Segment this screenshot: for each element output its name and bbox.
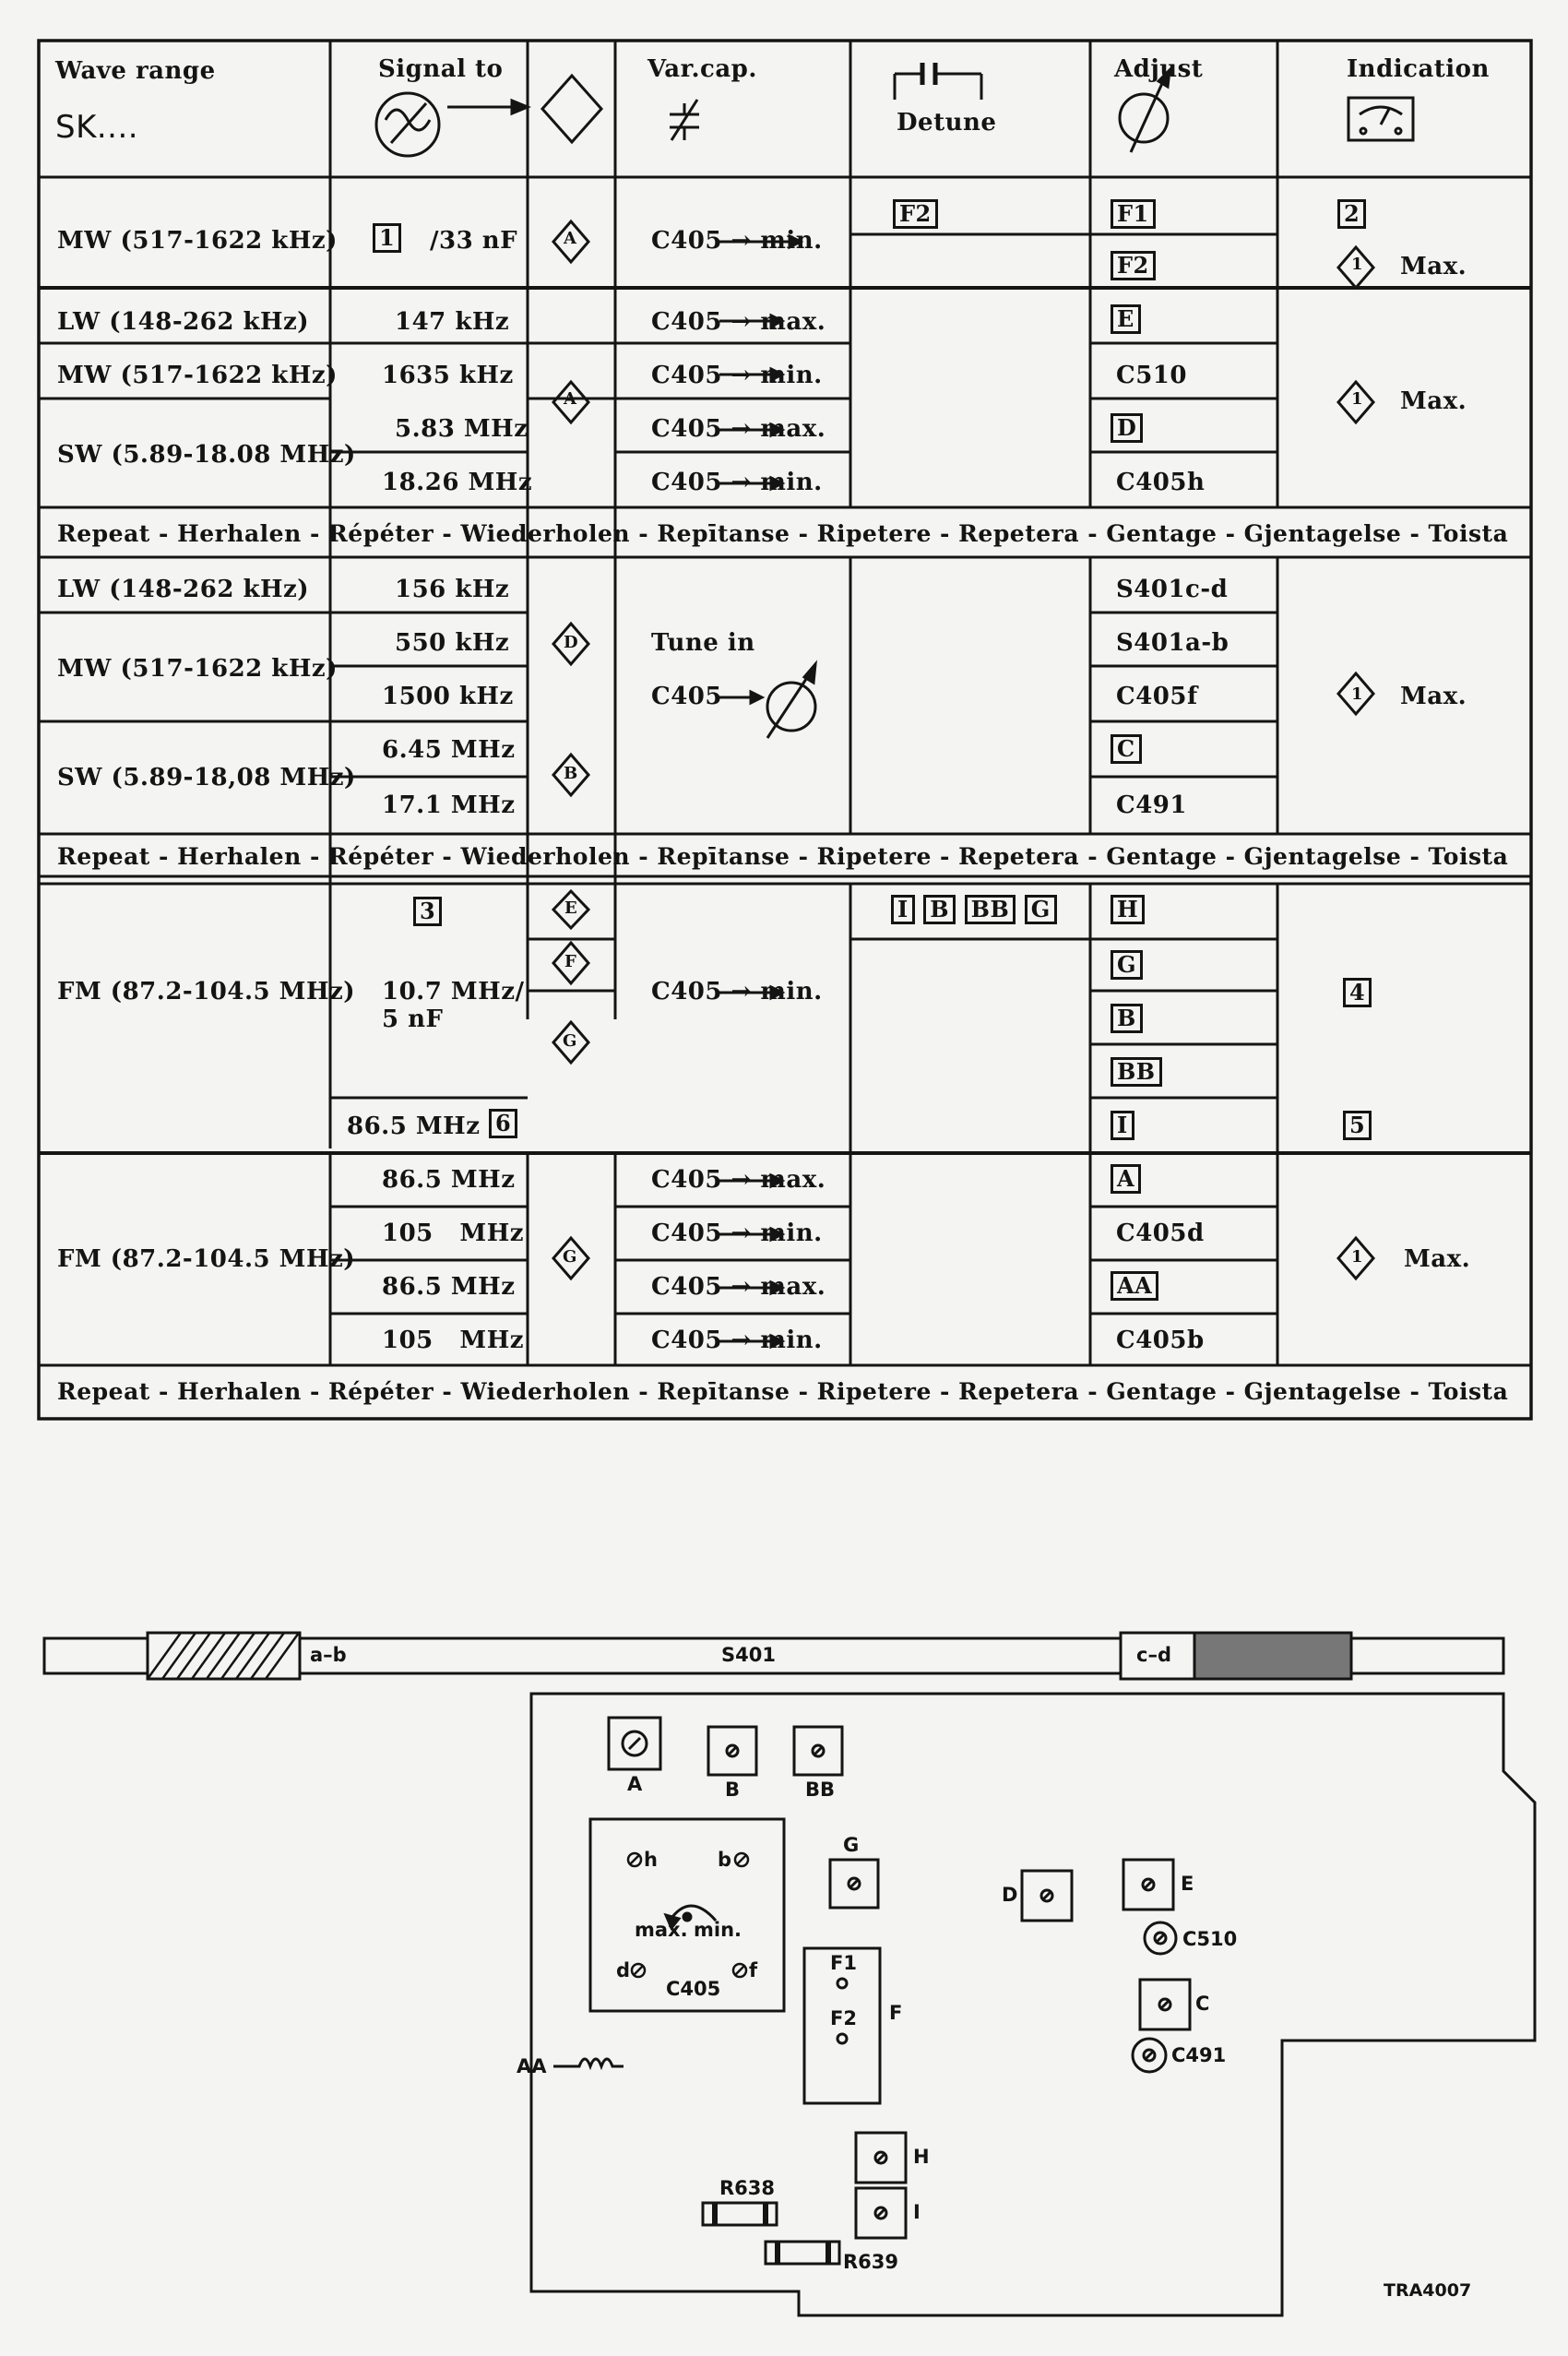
s3-tune-in: Tune in: [651, 629, 755, 657]
s4-adjust-3: BB: [1111, 1057, 1162, 1087]
s1-detune: F2: [893, 199, 938, 229]
s2-adjust-1: C510: [1116, 362, 1187, 389]
label-C510: C510: [1182, 1928, 1238, 1950]
label-f: f: [749, 1959, 758, 1981]
s1-cap: /33 nF: [430, 227, 518, 255]
label-AA: AA: [517, 2055, 547, 2077]
label-F: F: [889, 2002, 903, 2024]
s4-detune-1: B: [923, 895, 956, 924]
s4-varcap: C405 → min.: [651, 978, 823, 1005]
label-d: d: [616, 1959, 631, 1981]
s4-box3: 3: [413, 897, 442, 926]
repeat-3: Repeat - Herhalen - Répéter - Wiederholen - Repītanse - Ripetere - Repetera - Gentage - Gjentagelse - Toista: [57, 1378, 1509, 1405]
s1-ind-box: 2: [1337, 199, 1366, 229]
s3-adjust-2: C405f: [1116, 683, 1198, 710]
s5-signal-1: 105 MHz: [382, 1220, 525, 1247]
s4-box6: 6: [489, 1109, 517, 1138]
s3-adjust-1: S401a-b: [1116, 629, 1229, 657]
s2-adjust-2: D: [1111, 413, 1143, 443]
s3-signal-0: 156 kHz: [395, 576, 510, 603]
sk-model: SK....: [55, 109, 139, 146]
s5-signal-2: 86.5 MHz: [382, 1273, 516, 1301]
s5-signal-3: 105 MHz: [382, 1327, 525, 1354]
s2-ind-one: 1: [1351, 389, 1364, 409]
label-H: H: [913, 2146, 930, 2168]
s4-signal2: 5 nF: [382, 1005, 444, 1033]
s4-adjust-0: H: [1111, 895, 1145, 924]
s2-varcap-3: C405 → min.: [651, 469, 823, 496]
s3-c405: C405: [651, 683, 722, 710]
label-C405: C405: [666, 1978, 721, 2000]
s5-signal-0: 86.5 MHz: [382, 1166, 516, 1194]
label-C: C: [1195, 1993, 1210, 2015]
s3-signal-2: 1500 kHz: [382, 683, 514, 710]
s1-max: Max.: [1400, 253, 1467, 280]
s2-signal-1: 1635 kHz: [382, 362, 514, 389]
label-F1: F1: [830, 1952, 857, 1974]
s1-box1: 1: [373, 223, 401, 253]
s4-adjust-2: B: [1111, 1004, 1143, 1033]
meter-icon: [1348, 98, 1413, 140]
s2-range-sw: SW (5.89-18.08 MHz): [57, 441, 356, 469]
s3-point-b: B: [564, 764, 578, 783]
s5-max: Max.: [1404, 1245, 1471, 1273]
s2-varcap-0: C405 → max.: [651, 308, 826, 336]
s2-varcap-2: C405 → max.: [651, 415, 826, 443]
label-BB: BB: [805, 1779, 836, 1801]
s4-signal: 10.7 MHz/: [382, 978, 525, 1005]
s1-point: A: [564, 229, 577, 248]
s4-point-e: E: [564, 898, 578, 918]
label-max: max.: [635, 1919, 688, 1941]
s3-lw: LW (148-262 kHz): [57, 576, 310, 603]
variable-capacitor-icon: [670, 100, 699, 140]
s5-adjust-1: C405d: [1116, 1220, 1205, 1247]
s5-point: G: [563, 1247, 577, 1267]
s2-adjust-0: E: [1111, 304, 1141, 334]
s1-range: MW (517-1622 kHz): [57, 227, 338, 255]
s4-adjust-1: G: [1111, 950, 1143, 980]
label-R639: R639: [843, 2251, 899, 2273]
label-B: B: [725, 1779, 741, 1801]
label-R638: R638: [719, 2177, 776, 2199]
s5-varcap-3: C405 → min.: [651, 1327, 823, 1354]
label-cd: c–d: [1136, 1644, 1171, 1666]
s5-adjust-2: AA: [1111, 1271, 1158, 1301]
s2-signal-0: 147 kHz: [395, 308, 510, 336]
s3-max: Max.: [1400, 683, 1467, 710]
label-b: b: [718, 1849, 732, 1871]
s5-adjust-3: C405b: [1116, 1327, 1205, 1354]
wave-range-header: Wave range: [55, 57, 216, 85]
detune-icon: [895, 63, 981, 100]
label-min: min.: [694, 1919, 742, 1941]
s3-signal-1: 550 kHz: [395, 629, 510, 657]
s3-ind-one: 1: [1351, 684, 1364, 704]
label-h: h: [644, 1849, 658, 1871]
signal-to-header: Signal to: [378, 55, 504, 83]
s1-varcap: C405 → min.: [651, 227, 823, 255]
s2-varcap-1: C405 → min.: [651, 362, 823, 389]
s4-detune-3: G: [1025, 895, 1057, 924]
label-F2: F2: [830, 2007, 857, 2029]
measuring-point-icon: [542, 76, 601, 142]
s1-adj1: F1: [1111, 199, 1156, 229]
s2-max: Max.: [1400, 387, 1467, 415]
s4-point-f: F: [564, 952, 577, 971]
s2-adjust-3: C405h: [1116, 469, 1206, 496]
s2-range-lw: LW (148-262 kHz): [57, 308, 310, 336]
label-ab: a–b: [310, 1644, 347, 1666]
s2-range-mw: MW (517-1622 kHz): [57, 362, 338, 389]
s4-ind4: 4: [1343, 978, 1372, 1007]
s5-ind-one: 1: [1351, 1247, 1364, 1267]
s3-adjust-4: C491: [1116, 791, 1187, 819]
s3-sw: SW (5.89-18,08 MHz): [57, 764, 356, 791]
s2-signal-3: 18.26 MHz: [382, 469, 533, 496]
label-I: I: [913, 2201, 921, 2223]
signal-generator-icon: [376, 93, 528, 156]
label-D: D: [1002, 1884, 1018, 1906]
repeat-2: Repeat - Herhalen - Répéter - Wiederholen - Repītanse - Ripetere - Repetera - Gentage - Gjentagelse - Toista: [57, 843, 1509, 870]
var-cap-header: Var.cap.: [647, 55, 757, 83]
s5-adjust-0: A: [1111, 1164, 1141, 1194]
s5-range: FM (87.2-104.5 MHz): [57, 1245, 356, 1273]
s4-detune-2: BB: [965, 895, 1016, 924]
s1-ind-one: 1: [1351, 255, 1364, 274]
label-C491: C491: [1171, 2044, 1227, 2066]
s1-adj2: F2: [1111, 251, 1156, 280]
s5-varcap-2: C405 → max.: [651, 1273, 826, 1301]
label-s401: S401: [721, 1644, 776, 1666]
s3-point-d: D: [564, 633, 579, 652]
s5-varcap-1: C405 → min.: [651, 1220, 823, 1247]
drawing-reference: TRA4007: [1384, 2280, 1472, 2301]
label-E: E: [1181, 1873, 1194, 1895]
s3-adjust-3: C: [1111, 734, 1142, 764]
indication-header: Indication: [1347, 55, 1490, 83]
s4-adjust-4: I: [1111, 1111, 1134, 1140]
s3-mw: MW (517-1622 kHz): [57, 655, 338, 683]
s4-range: FM (87.2-104.5 MHz): [57, 978, 356, 1005]
label-A: A: [627, 1773, 643, 1795]
repeat-1: Repeat - Herhalen - Répéter - Wiederholen - Repītanse - Ripetere - Repetera - Gentage - Gjentagelse - Toista: [57, 520, 1509, 547]
s4-ind5: 5: [1343, 1111, 1372, 1140]
s3-signal-3: 6.45 MHz: [382, 736, 516, 764]
s2-signal-2: 5.83 MHz: [395, 415, 529, 443]
s4-detune-0: I: [891, 895, 915, 924]
tune-knob-icon: [767, 664, 815, 738]
label-G: G: [843, 1834, 860, 1856]
s2-point: A: [564, 389, 577, 409]
adjust-header: Adjust: [1114, 55, 1204, 83]
detune-header: Detune: [897, 109, 997, 137]
s5-varcap-0: C405 → max.: [651, 1166, 826, 1194]
s4-point-g: G: [563, 1031, 577, 1051]
s4-signal-b: 86.5 MHz: [347, 1113, 481, 1140]
s3-adjust-0: S401c-d: [1116, 576, 1229, 603]
s3-signal-4: 17.1 MHz: [382, 791, 516, 819]
